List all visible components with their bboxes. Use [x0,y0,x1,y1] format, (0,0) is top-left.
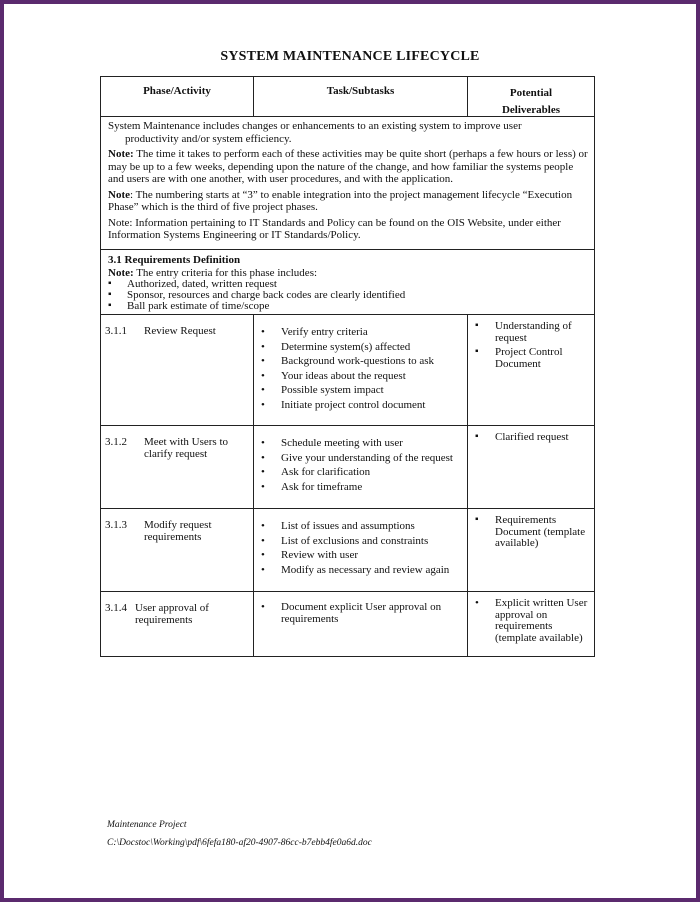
intro-paragraph-4: Note: Information pertaining to IT Standards and Policy can be found on the OIS Website, under either Information Systems Engineering or IT Standards/Policy. [108,216,561,241]
intro-paragraph-1 [108,120,588,145]
list-item: ▪ Clarified request [474,432,590,444]
note-label: Note [108,188,130,201]
document-page [4,4,696,898]
entry-criteria-list [108,279,588,312]
note-text: The time it takes to perform each of these activities may be quite short (perhaps a few hours or less) or may be up to a few weeks, depending upon the nature of the change, and how familiar the systems people and users are with one another, with user procedures, and with the application. [108,148,588,185]
header-deliverables [468,77,594,116]
task-cell [254,592,468,656]
footer-path: C:\Docstoc\Working\pdf\6fefa180-af20-4907-86cc-b7ebb4fe0a6d.doc [107,838,372,848]
list-item: • Document explicit User approval on requirements [260,602,463,625]
list-item: • Ask for timeframe [260,480,463,495]
task-cell [254,315,468,425]
activity-name: User approval of requirements [135,602,209,626]
note-text: : The numbering starts at “3” to enable integration into the project management lifecycle “Execution Phase” which is the third of five project phases. [108,188,573,213]
list-item: • Background work-questions to ask [260,354,463,369]
table-row [101,508,594,591]
task-list [260,519,463,577]
list-item: • Give your understanding of the request [260,451,463,466]
task-cell [254,426,468,508]
activity-cell [101,426,254,508]
document-title: SYSTEM MAINTENANCE LIFECYCLE [220,49,480,64]
list-item: ▪ Ball park estimate of time/scope [108,301,588,312]
list-item: • Explicit written User approval on requirements (template available) [474,598,590,644]
deliverables-list [474,321,590,370]
header-deliverables-line2: Deliverables [501,104,561,116]
list-item: • Determine system(s) affected [260,340,463,355]
deliverables-cell [468,509,594,591]
intro-paragraph-2 [108,148,588,186]
list-item: • Modify as necessary and review again [260,563,463,578]
section-cell [101,250,594,314]
deliverables-cell [468,315,594,425]
note-text: The entry criteria for this phase includes: [133,266,318,279]
intro-paragraph-3 [108,189,588,214]
note-label: Note: [108,266,134,279]
deliverables-cell [468,592,594,656]
section-row [101,249,594,314]
header-deliverables-line1: Potential [509,87,553,99]
task-list [260,325,463,413]
intro-cell [101,117,594,249]
list-item: • Initiate project control document [260,398,463,413]
task-list [260,602,463,625]
activity-name: Review Request [144,325,216,337]
table-header-row [101,77,594,116]
table-row [101,314,594,425]
list-item: ▪ Sponsor, resources and charge back codes are clearly identified [108,290,588,301]
note-label: Note: [108,148,134,160]
task-list [260,436,463,494]
activity-number: 3.1.4 [105,602,127,614]
table-row [101,425,594,508]
list-item: • List of exclusions and constraints [260,534,463,549]
deliverables-list [474,598,590,644]
list-item: ▪ Understanding of request [474,321,590,344]
header-task: Task/Subtasks [254,77,468,116]
list-item: • Your ideas about the request [260,369,463,384]
activity-number: 3.1.3 [105,519,127,531]
activity-name: Modify request requirements [144,519,212,543]
list-item: ▪ Project Control Document [474,347,590,370]
table-row [101,591,594,656]
deliverables-list [474,515,590,550]
list-item: • List of issues and assumptions [260,519,463,534]
task-cell [254,509,468,591]
activity-name: Meet with Users to clarify request [144,436,229,460]
deliverables-list [474,432,590,444]
intro-p1-line2: productivity and/or system efficiency. [125,132,292,145]
activity-cell [101,592,254,656]
activity-number: 3.1.2 [105,436,127,448]
list-item: • Verify entry criteria [260,325,463,340]
list-item: ▪ Requirements Document (template available) [474,515,590,550]
list-item: • Schedule meeting with user [260,436,463,451]
list-item: ▪ Authorized, dated, written request [108,279,588,290]
list-item: • Possible system impact [260,383,463,398]
lifecycle-table [100,76,595,657]
intro-row [101,116,594,249]
section-title: 3.1 Requirements Definition [108,254,241,266]
list-item: • Ask for clarification [260,465,463,480]
header-phase: Phase/Activity [101,77,254,116]
deliverables-cell [468,426,594,508]
activity-cell [101,509,254,591]
intro-p1-line1: System Maintenance includes changes or enhancements to an existing system to improve user [108,120,522,132]
activity-number: 3.1.1 [105,325,127,337]
list-item: • Review with user [260,548,463,563]
activity-cell [101,315,254,425]
footer-project: Maintenance Project [107,820,187,830]
